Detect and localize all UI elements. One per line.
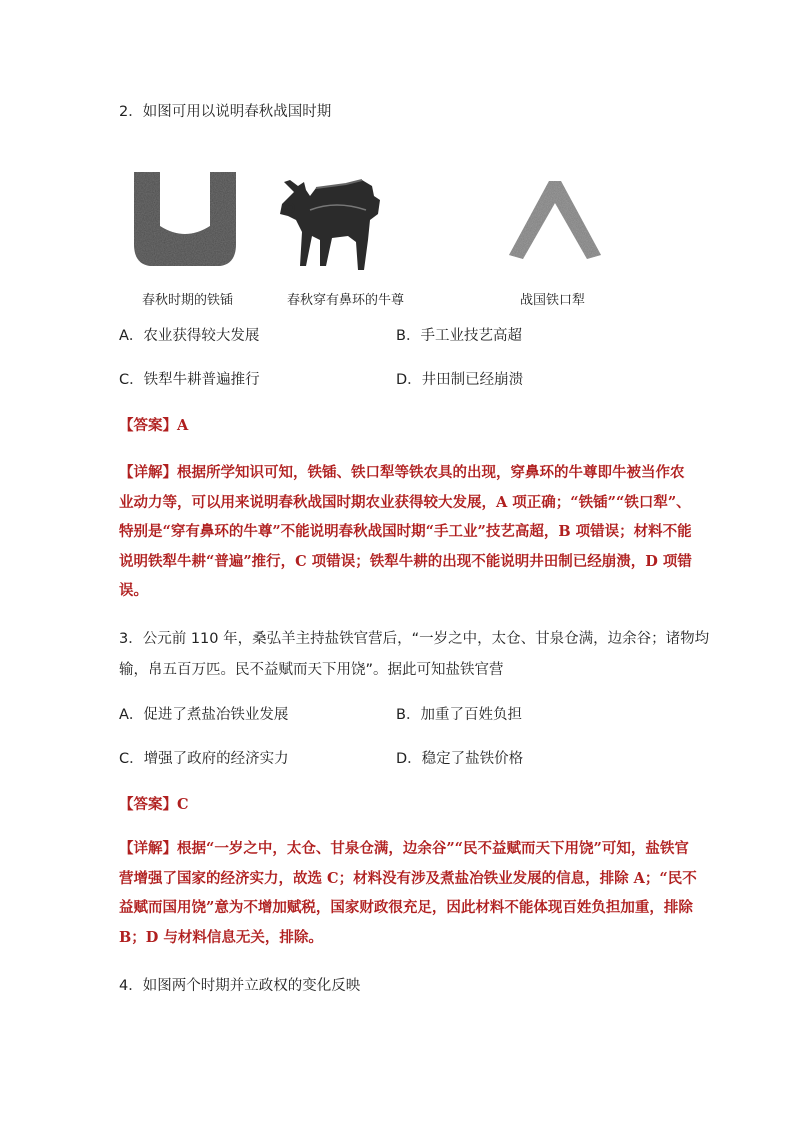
q2-detail-line: 【详解】根据所学知识可知，铁锸、铁口犁等铁农具的出现，穿鼻环的牛尊即牛被当作农 bbox=[119, 464, 685, 481]
q3-detail-line: 【详解】根据“一岁之中，太仓、甘泉仓满，边余谷”“民不益赋而天下用饶”可知，盐铁官 bbox=[119, 840, 689, 857]
q2-option-a: A．农业获得较大发展 bbox=[119, 328, 260, 344]
q3-option-d: D．稳定了盐铁价格 bbox=[396, 751, 524, 767]
q2-option-c: C．铁犁牛耕普遍推行 bbox=[119, 372, 260, 388]
caption-iron-plough: 战国铁口犁 bbox=[520, 293, 586, 308]
ox-vessel-image bbox=[276, 170, 391, 280]
q2-detail-line: 业动力等，可以用来说明春秋战国时期农业获得较大发展，A 项正确；“铁锸”“铁口犁”、 bbox=[119, 493, 691, 511]
q3-option-a: A．促进了煮盐冶铁业发展 bbox=[119, 707, 289, 723]
caption-iron-spade: 春秋时期的铁锸 bbox=[142, 293, 234, 308]
caption-ox-vessel: 春秋穿有鼻环的牛尊 bbox=[287, 293, 405, 308]
q4-stem: 4．如图两个时期并立政权的变化反映 bbox=[119, 978, 361, 994]
q2-detail bbox=[119, 458, 692, 606]
q3-detail bbox=[119, 834, 697, 952]
q2-stem: 2．如图可用以说明春秋战国时期 bbox=[119, 104, 332, 120]
q3-detail-line: 益赋而国用饶”意为不增加赋税，国家财政很充足，因此材料不能体现百姓负担加重，排除 bbox=[119, 899, 693, 917]
q3-detail-line: 营增强了国家的经济实力，故选 C；材料没有涉及煮盐冶铁业发展的信息，排除 A；“民不 bbox=[119, 869, 697, 887]
q2-option-d: D．井田制已经崩溃 bbox=[396, 372, 524, 388]
q2-detail-line: 说明铁犁牛耕“普遍”推行，C 项错误；铁犁牛耕的出现不能说明井田制已经崩溃，D 项错 bbox=[119, 552, 692, 570]
q2-option-b: B．手工业技艺高超 bbox=[396, 328, 522, 344]
q3-option-c: C．增强了政府的经济实力 bbox=[119, 751, 289, 767]
q3-option-b: B．加重了百姓负担 bbox=[396, 707, 522, 723]
q3-detail-line: B；D 与材料信息无关，排除。 bbox=[119, 928, 323, 946]
q3-stem-line-2: 输，帛五百万匹。民不益赋而天下用饶”。据此可知盐铁官营 bbox=[119, 662, 504, 678]
iron-spade-image bbox=[130, 168, 240, 276]
q2-answer: 【答案】A bbox=[119, 417, 189, 434]
iron-plough-image bbox=[505, 175, 605, 265]
q2-detail-line: 误。 bbox=[119, 582, 148, 600]
q3-answer: 【答案】C bbox=[119, 796, 189, 813]
q2-detail-line: 特别是“穿有鼻环的牛尊”不能说明春秋战国时期“手工业”技艺高超，B 项错误；材料不能 bbox=[119, 523, 692, 541]
q3-stem-line-1: 3．公元前 110 年，桑弘羊主持盐铁官营后，“一岁之中，太仓、甘泉仓满，边余谷；诸物均 bbox=[119, 631, 710, 647]
